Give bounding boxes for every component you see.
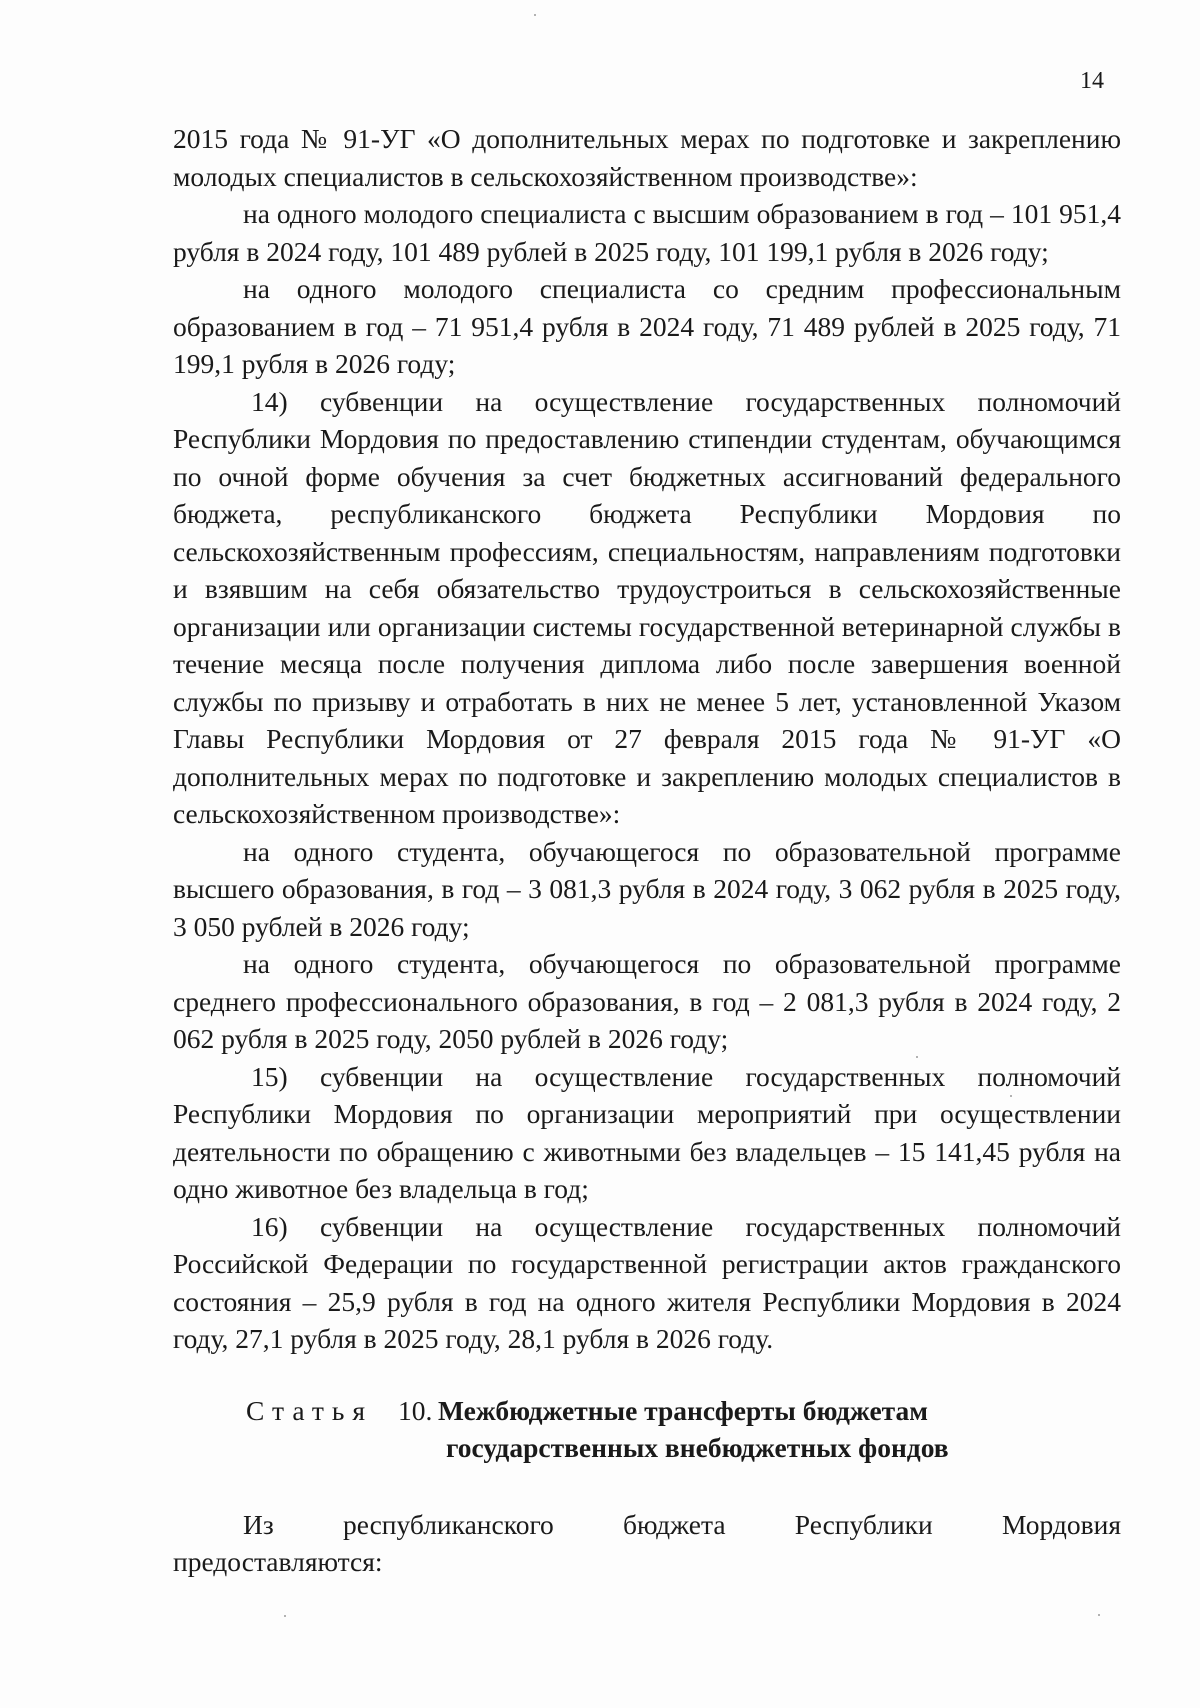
paragraph-item-15: 15) субвенции на осуществление государственных полномочий Республики Мордовия по организации мероприятий при осуществлении деятельности по обращению с животными без владельцев – 15 141,45 рубля на одно животное без владельца в год; bbox=[173, 1060, 1121, 1204]
paragraph-vocational-student: на одного студента, обучающегося по образовательной программе среднего профессионального образования, в год – 2 081,3 рубля в 2024 году, 2 062 рубля в 2025 году, 2050 рублей в 2026 году; bbox=[173, 948, 1121, 1054]
article-number: 10. bbox=[398, 1394, 433, 1426]
scan-speck bbox=[534, 14, 536, 16]
closing-word: Мордовия bbox=[1001, 1508, 1121, 1540]
article-title-line-1: Межбюджетные трансферты бюджетам bbox=[438, 1394, 928, 1426]
scan-speck bbox=[1010, 1095, 1012, 1097]
paragraph-higher-education-student: на одного студента, обучающегося по образовательной программе высшего образования, в год – 3 081,3 рубля в 2024 году, 3 062 рубля в 2025 году, 3 050 рублей в 2026 году; bbox=[173, 835, 1121, 942]
paragraph-higher-education-specialist: на одного молодого специалиста с высшим образованием в год – 101 951,4 рубля в 2024 году, 101 489 рублей в 2025 году, 101 199,1 рубля в 2026 году; bbox=[173, 198, 1121, 267]
article-heading bbox=[173, 1392, 1121, 1472]
paragraph-vocational-specialist: на одного молодого специалиста со средним профессиональным образованием в год – 71 951,4 рубля в 2024 году, 71 489 рублей в 2025 году, 71 199,1 рубля в 2026 году; bbox=[173, 273, 1121, 379]
paragraph-continuation: 2015 года № 91-УГ «О дополнительных мерах по подготовке и закреплению молодых специалистов в сельскохозяйственном производстве»: bbox=[173, 123, 1121, 192]
scan-speck bbox=[1098, 1614, 1100, 1616]
scan-speck bbox=[284, 1615, 286, 1617]
paragraph-item-16: 16) субвенции на осуществление государственных полномочий Российской Федерации по государственной регистрации актов гражданского состояния – 25,9 рубля в год на одного жителя Республики Мордовия в 2024 году, 27,1 рубля в 2025 году, 28,1 рубля в 2026 году. bbox=[173, 1210, 1121, 1354]
closing-word: бюджета bbox=[623, 1508, 726, 1540]
document-body bbox=[173, 120, 1121, 1581]
scan-speck bbox=[916, 1056, 918, 1058]
page-number: 14 bbox=[1080, 68, 1104, 94]
closing-word: Республики bbox=[794, 1508, 933, 1540]
closing-line-1 bbox=[173, 1506, 1121, 1544]
closing-paragraph bbox=[173, 1506, 1121, 1581]
closing-line-2: предоставляются: bbox=[173, 1546, 383, 1577]
paragraph-item-14: 14) субвенции на осуществление государственных полномочий Республики Мордовия по предоставлению стипендии студентам, обучающимся по очной форме обучения за счет бюджетных ассигнований федерального бюджета, республиканского бюджета Республики Мордовия по сельскохозяйственным профессиям, специальностям, направлениям подготовки и взявшим на себя обязательство трудоустроиться в сельскохозяйственные организации или организации системы государственной ветеринарной службы в течение месяца после получения диплома либо после завершения военной службы по призыву и отработать в них не менее 5 лет, установленной Указом Главы Республики Мордовия от 27 февраля 2015 года № 91-УГ «О дополнительных мерах по подготовке и закреплению молодых специалистов в сельскохозяйственном производстве»: bbox=[173, 385, 1121, 829]
closing-word: Из bbox=[243, 1508, 274, 1540]
article-title-line-2: государственных внебюджетных фондов bbox=[446, 1431, 949, 1463]
article-label: Статья bbox=[246, 1394, 374, 1426]
closing-word: республиканского bbox=[342, 1508, 554, 1540]
